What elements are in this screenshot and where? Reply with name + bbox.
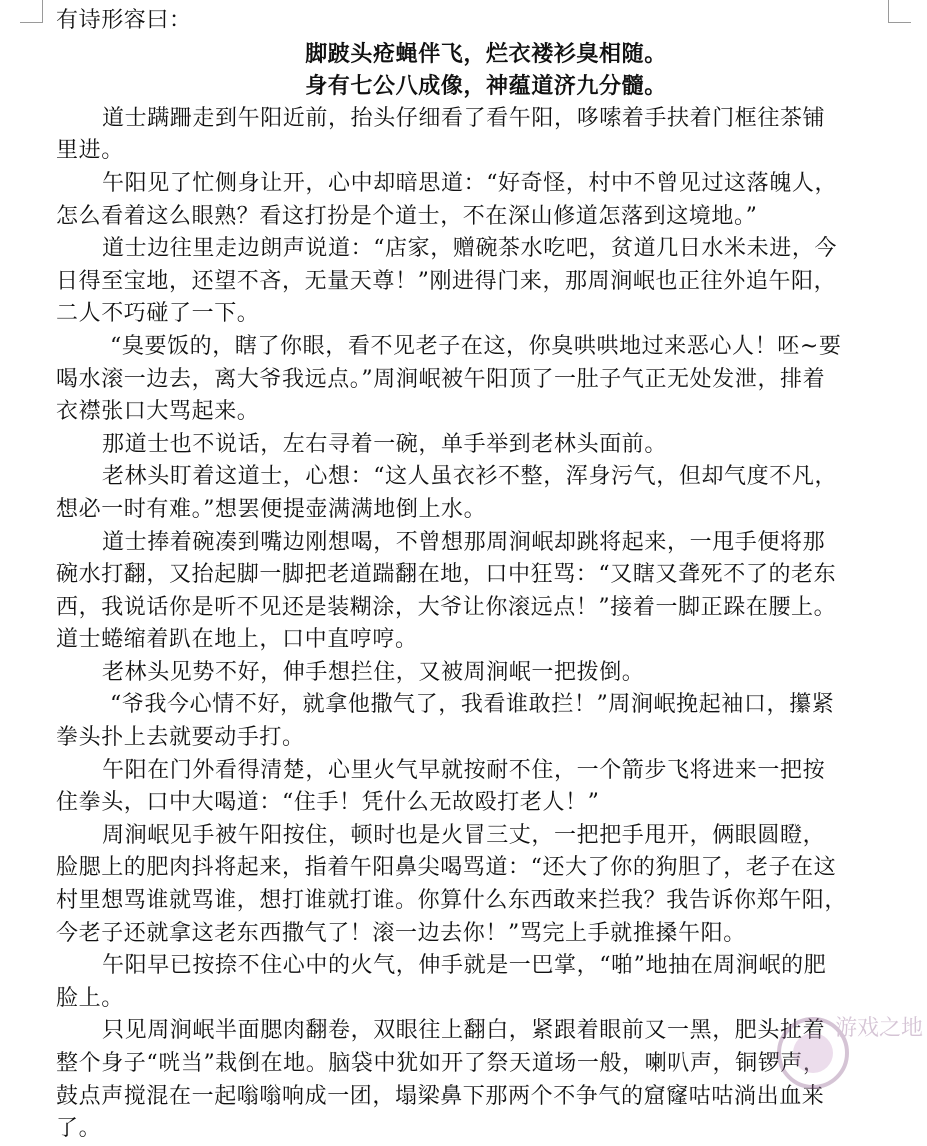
paragraph-line: 喝水滚一边去，离大爷我远点。”周涧岷被午阳顶了一肚子气正无处发泄，排着	[56, 366, 826, 392]
paragraph-line: 只见周涧岷半面腮肉翻卷，双眼往上翻白，紧跟着眼前又一黑，肥头扯着	[102, 1018, 826, 1044]
paragraph-line: 住拳头，口中大喝道：“住手！凭什么无故殴打老人！”	[56, 790, 600, 816]
paragraph-line: 脸上。	[56, 985, 124, 1011]
paragraph-line: 道士蜷缩着趴在地上，口中直哼哼。	[56, 627, 418, 653]
paragraph-line: “臭要饭的，瞎了你眼，看不见老子在这，你臭哄哄地过来恶心人！呸~要	[110, 333, 842, 359]
paragraph-line: 怎么看着这么眼熟？看这打扮是个道士，不在深山修道怎落到这境地。”	[56, 203, 758, 229]
paragraph-line: 今老子还就拿这老东西撒气了！滚一边去你！”骂完上手就推搡午阳。	[56, 920, 746, 946]
paragraph-line: 衣襟张口大骂起来。	[56, 399, 260, 425]
watermark-text: 游戏之地	[835, 1016, 923, 1041]
poem-line-2: 身有七公八成像，神蕴道济九分髓。	[305, 73, 667, 100]
paragraph-line: 老林头盯着这道士，心想：“这人虽衣衫不整，浑身污气，但却气度不凡，	[102, 464, 838, 490]
paragraph-line: 道士蹒跚走到午阳近前，抬头仔细看了看午阳，哆嗦着手扶着门框往茶铺	[102, 105, 826, 131]
document-body[interactable]	[56, 5, 896, 1146]
site-watermark-logo	[773, 993, 923, 1103]
intro-line: 有诗形容曰：	[56, 8, 192, 33]
paragraph-line: 里进。	[56, 138, 124, 164]
paragraph-line: 拳头扑上去就要动手打。	[56, 725, 305, 751]
paragraph-line: 老林头见势不好，伸手想拦住，又被周涧岷一把拨倒。	[102, 659, 645, 685]
paragraph-line: 二人不巧碰了一下。	[56, 301, 260, 327]
paragraph-line: 午阳见了忙侧身让开，心中却暗思道：“好奇怪，村中不曾见过这落魄人，	[102, 170, 838, 196]
paragraph-line: 整个身子“咣当”栽倒在地。脑袋中犹如开了祭天道场一般，喇叭声，铜锣声，	[56, 1051, 826, 1076]
paragraph-line: 日得至宝地，还望不吝，无量天尊！”刚进得门来，那周涧岷也正往外追午阳，	[56, 268, 837, 294]
paragraph-line: 了。	[56, 1116, 102, 1142]
paragraph-line: “爷我今心情不好，就拿他撒气了，我看谁敢拦！”周涧岷挽起袖口，攥紧	[110, 692, 835, 718]
poem-line-1: 脚跛头疮蝇伴飞，烂衣褛衫臭相随。	[305, 40, 667, 67]
paragraph-line: 脸腮上的肥肉抖将起来，指着午阳鼻尖喝骂道：“还大了你的狗胆了，老子在这	[56, 855, 837, 881]
paragraph-line: 道士边往里走边朗声说道：“店家，赠碗茶水吃吧，贫道几日水米未进，今	[102, 236, 838, 262]
paragraph-line: 鼓点声搅混在一起嗡嗡响成一团，塌梁鼻下那两个不争气的窟窿咕咕淌出血来	[56, 1083, 825, 1109]
paragraph-line: 西，我说话你是听不见还是装糊涂，大爷让你滚远点！”接着一脚正跺在腰上。	[56, 594, 837, 620]
paragraph-line: 午阳在门外看得清楚，心里火气早就按耐不住，一个箭步飞将进来一把按	[102, 757, 826, 783]
paragraph-line: 想必一时有难。”想罢便提壶满满地倒上水。	[56, 496, 487, 522]
paragraph-line: 村里想骂谁就骂谁，想打谁就打谁。你算什么东西敢来拦我？我告诉你郑午阳，	[56, 888, 848, 914]
paragraph-line: 午阳早已按捺不住心中的火气，伸手就是一巴掌，“啪”地抽在周涧岷的肥	[102, 953, 827, 979]
paragraph-line: 周涧岷见手被午阳按住，顿时也是火冒三丈，一把把手甩开，俩眼圆瞪，	[102, 822, 826, 848]
paragraph-line: 碗水打翻，又抬起脚一脚把老道踹翻在地，口中狂骂：“又瞎又聋死不了的老东	[56, 562, 837, 588]
page-corner-mark-left	[20, 0, 43, 23]
paragraph-line: 那道士也不说话，左右寻着一碗，单手举到老林头面前。	[102, 431, 668, 457]
paragraph-line: 道士捧着碗凑到嘴边刚想喝，不曾想那周涧岷却跳将起来，一甩手便将那	[102, 529, 826, 555]
